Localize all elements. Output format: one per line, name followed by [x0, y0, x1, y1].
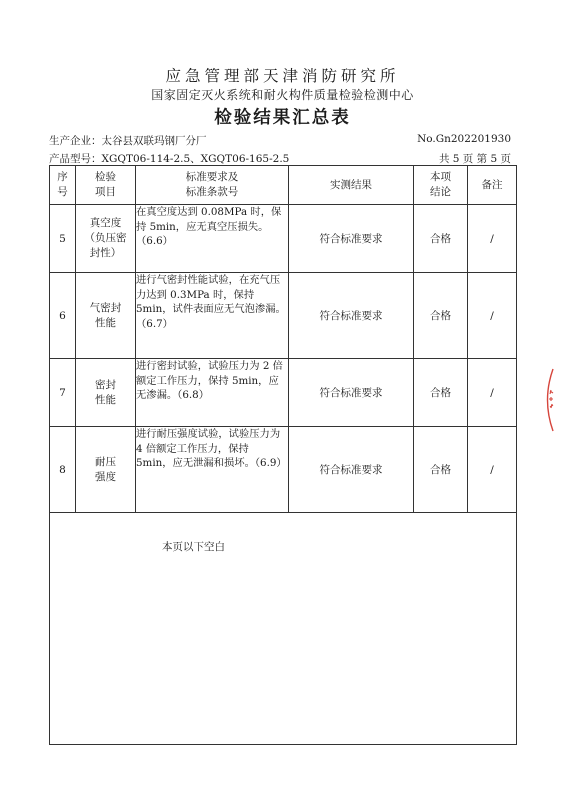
report-number: No.Gn202201930: [417, 133, 511, 145]
header-result: 实测结果: [289, 166, 414, 205]
row-requirement: 在真空度达到 0.08MPa 时，保持 5min，应无真空压损失。（6.6）: [136, 205, 289, 273]
row-result: 符合标准要求: [289, 427, 414, 513]
row-remark: /: [468, 427, 517, 513]
row-conclusion: 合格: [414, 205, 468, 273]
row-remark: /: [468, 205, 517, 273]
row-requirement: 进行气密封性能试验，在充气压力达到 0.3MPa 时，保持 5min，试件表面应无气泡渗漏。（6.7）: [136, 273, 289, 359]
blank-note: 本页以下空白: [162, 541, 225, 553]
table-row: [50, 427, 517, 513]
product-model-field: 产品型号：XGQT06-114-2.5、XGQT06-165-2.5: [49, 153, 290, 165]
header-item: 检验 项目: [76, 166, 136, 205]
row-item: 真空度 （负压密 封性）: [76, 205, 136, 273]
seal-stamp-fragment: [541, 367, 555, 433]
table-row: [50, 359, 517, 427]
row-conclusion: 合格: [414, 427, 468, 513]
row-conclusion: 合格: [414, 359, 468, 427]
table-row: [50, 205, 517, 273]
page-count: 共 5 页 第 5 页: [438, 153, 511, 165]
page-title: 检验结果汇总表: [214, 108, 351, 128]
row-item: 耐压 强度: [76, 427, 136, 513]
row-result: 符合标准要求: [289, 359, 414, 427]
results-table: [49, 165, 517, 745]
header-conclusion: 本项 结论: [414, 166, 468, 205]
header-requirement: 标准要求及 标准条款号: [136, 166, 289, 205]
producer-field: 生产企业：太谷县双联玛钢厂分厂: [49, 135, 207, 147]
header-no: 序 号: [50, 166, 76, 205]
row-requirement: 进行密封试验，试验压力为 2 倍额定工作压力，保持 5min，应无渗漏。（6.8）: [136, 359, 289, 427]
row-item: 气密封 性能: [76, 273, 136, 359]
row-result: 符合标准要求: [289, 273, 414, 359]
row-item: 密封 性能: [76, 359, 136, 427]
row-conclusion: 合格: [414, 273, 468, 359]
row-number: 8: [50, 427, 76, 513]
blank-row: [50, 513, 517, 745]
row-remark: /: [468, 359, 517, 427]
table-header-row: [50, 166, 517, 205]
org-name-line1: 应急管理部天津消防研究所: [165, 67, 400, 85]
org-name-line2: 国家固定灭火系统和耐火构件质量检验检测中心: [151, 88, 414, 102]
row-result: 符合标准要求: [289, 205, 414, 273]
row-number: 7: [50, 359, 76, 427]
table-row: [50, 273, 517, 359]
row-number: 6: [50, 273, 76, 359]
header-remark: 备注: [468, 166, 517, 205]
blank-area: [50, 513, 517, 745]
row-remark: /: [468, 273, 517, 359]
row-number: 5: [50, 205, 76, 273]
row-requirement: 进行耐压强度试验，试验压力为 4 倍额定工作压力，保持 5min，应无泄漏和损坏。（6.9）: [136, 427, 289, 513]
